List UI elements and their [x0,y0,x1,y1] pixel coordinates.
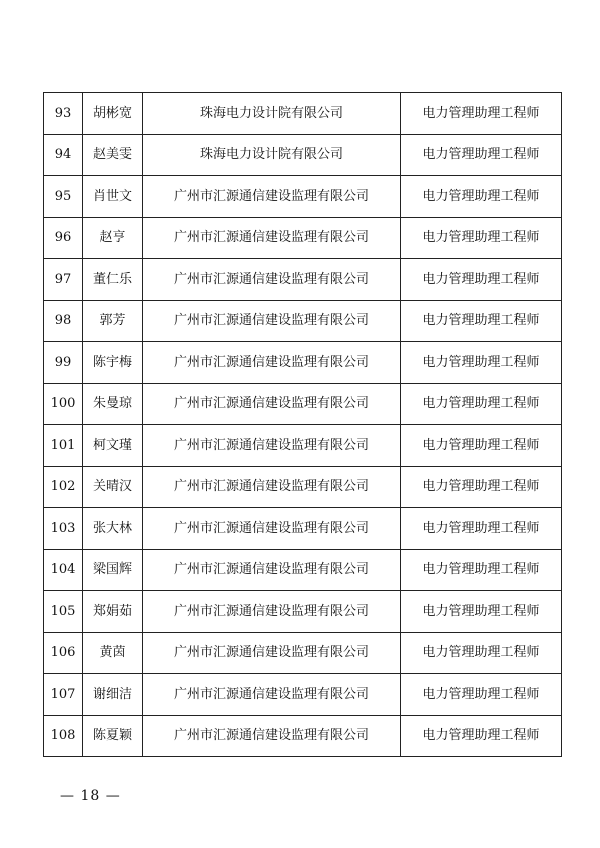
company-cell: 广州市汇源通信建设监理有限公司 [143,632,401,674]
title-cell: 电力管理助理工程师 [401,425,562,467]
company-cell: 广州市汇源通信建设监理有限公司 [143,508,401,550]
company-cell: 广州市汇源通信建设监理有限公司 [143,217,401,259]
page-number: — 18 — [60,788,121,804]
row-number-cell: 108 [44,715,83,757]
company-cell: 广州市汇源通信建设监理有限公司 [143,383,401,425]
row-number-cell: 102 [44,466,83,508]
table-row [44,134,562,176]
title-cell: 电力管理助理工程师 [401,342,562,384]
row-number-cell: 107 [44,674,83,716]
table-row [44,549,562,591]
name-cell: 董仁乐 [83,259,143,301]
name-cell: 胡彬宽 [83,93,143,135]
company-cell: 广州市汇源通信建设监理有限公司 [143,300,401,342]
title-cell: 电力管理助理工程师 [401,549,562,591]
table-row [44,300,562,342]
name-cell: 柯文瑾 [83,425,143,467]
row-number-cell: 97 [44,259,83,301]
company-cell: 广州市汇源通信建设监理有限公司 [143,674,401,716]
table-row [44,425,562,467]
row-number-cell: 101 [44,425,83,467]
title-cell: 电力管理助理工程师 [401,217,562,259]
title-cell: 电力管理助理工程师 [401,508,562,550]
name-cell: 赵美雯 [83,134,143,176]
table-row [44,93,562,135]
title-cell: 电力管理助理工程师 [401,259,562,301]
name-cell: 谢细洁 [83,674,143,716]
row-number-cell: 93 [44,93,83,135]
title-cell: 电力管理助理工程师 [401,300,562,342]
name-cell: 梁国辉 [83,549,143,591]
company-cell: 广州市汇源通信建设监理有限公司 [143,549,401,591]
title-cell: 电力管理助理工程师 [401,632,562,674]
title-cell: 电力管理助理工程师 [401,93,562,135]
row-number-cell: 100 [44,383,83,425]
company-cell: 广州市汇源通信建设监理有限公司 [143,591,401,633]
table-row [44,674,562,716]
name-cell: 张大林 [83,508,143,550]
name-cell: 郭芳 [83,300,143,342]
table-row [44,466,562,508]
row-number-cell: 99 [44,342,83,384]
name-cell: 肖世文 [83,176,143,218]
name-cell: 关晴汉 [83,466,143,508]
title-cell: 电力管理助理工程师 [401,134,562,176]
table-body [44,93,562,757]
title-cell: 电力管理助理工程师 [401,176,562,218]
name-cell: 赵亨 [83,217,143,259]
table-row [44,715,562,757]
company-cell: 广州市汇源通信建设监理有限公司 [143,715,401,757]
title-cell: 电力管理助理工程师 [401,674,562,716]
company-cell: 广州市汇源通信建设监理有限公司 [143,342,401,384]
company-cell: 广州市汇源通信建设监理有限公司 [143,466,401,508]
table-row [44,508,562,550]
row-number-cell: 96 [44,217,83,259]
table-row [44,259,562,301]
company-cell: 珠海电力设计院有限公司 [143,93,401,135]
table-row [44,342,562,384]
title-cell: 电力管理助理工程师 [401,715,562,757]
name-cell: 陈夏颖 [83,715,143,757]
row-number-cell: 105 [44,591,83,633]
row-number-cell: 98 [44,300,83,342]
title-cell: 电力管理助理工程师 [401,466,562,508]
table-row [44,591,562,633]
name-cell: 陈宇梅 [83,342,143,384]
company-cell: 珠海电力设计院有限公司 [143,134,401,176]
row-number-cell: 103 [44,508,83,550]
row-number-cell: 94 [44,134,83,176]
table-row [44,632,562,674]
company-cell: 广州市汇源通信建设监理有限公司 [143,259,401,301]
personnel-table [43,92,562,757]
row-number-cell: 104 [44,549,83,591]
name-cell: 黄茵 [83,632,143,674]
table-row [44,176,562,218]
name-cell: 郑娟茹 [83,591,143,633]
table-row [44,383,562,425]
company-cell: 广州市汇源通信建设监理有限公司 [143,176,401,218]
name-cell: 朱曼琼 [83,383,143,425]
table-row [44,217,562,259]
title-cell: 电力管理助理工程师 [401,383,562,425]
row-number-cell: 95 [44,176,83,218]
title-cell: 电力管理助理工程师 [401,591,562,633]
row-number-cell: 106 [44,632,83,674]
company-cell: 广州市汇源通信建设监理有限公司 [143,425,401,467]
